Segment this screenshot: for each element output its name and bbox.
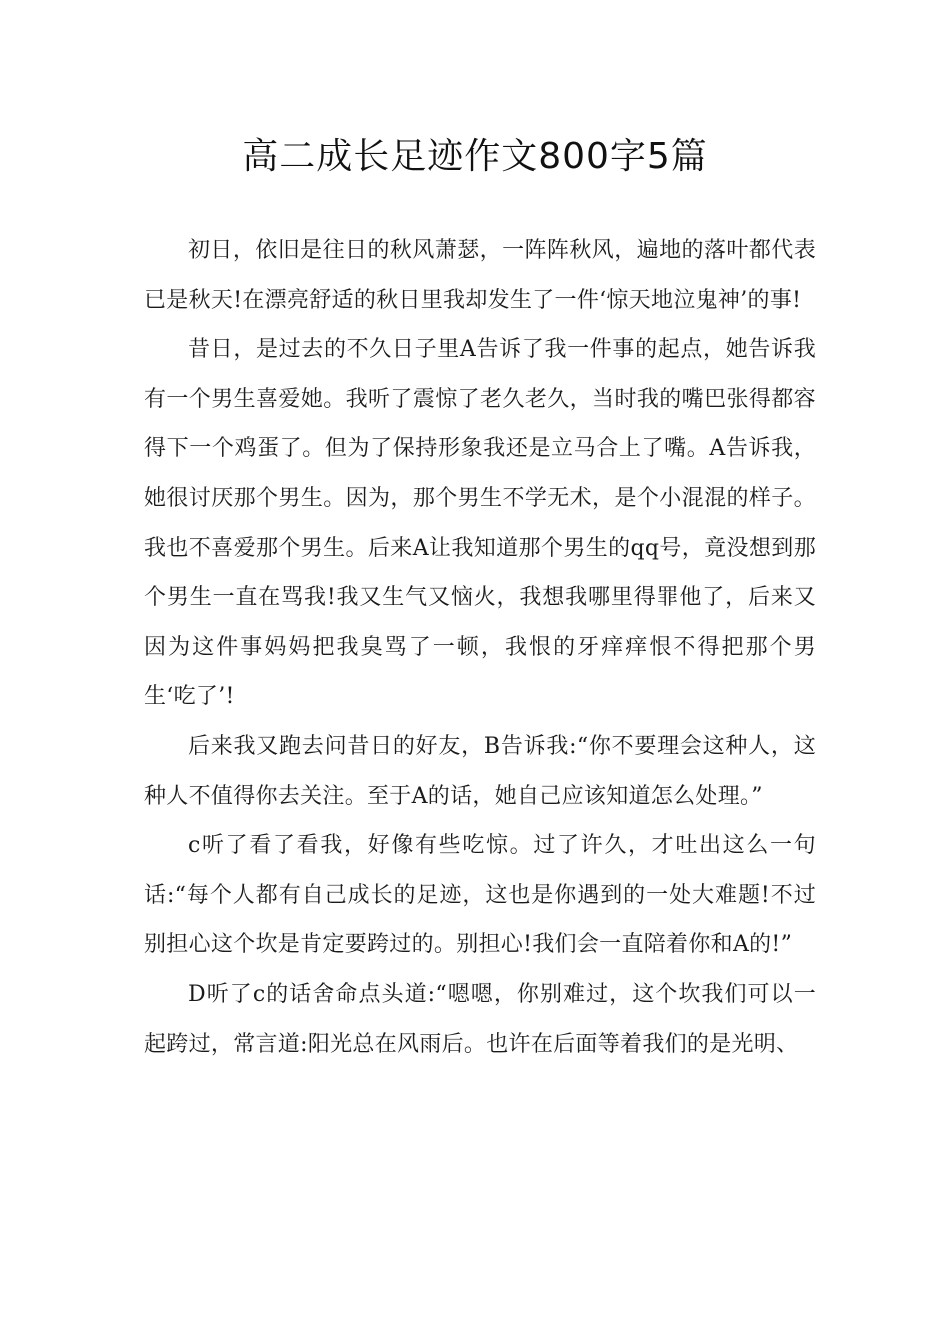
document-body [144,226,816,1069]
paragraph: D听了c的话舍命点头道:“嗯嗯，你别难过，这个坎我们可以一起跨过，常言道:阳光总在风雨后。也许在后面等着我们的是光明、 [144,981,816,1057]
paragraph: c听了看了看我，好像有些吃惊。过了许久，才吐出这么一句话:“每个人都有自己成长的足迹，这也是你遇到的一处大难题!不过别担心这个坎是肯定要跨过的。别担心!我们会一直陪着你和A的!” [144,833,816,958]
paragraph: 后来我又跑去问昔日的好友，B告诉我:“你不要理会这种人，这种人不值得你去关注。至于A的话，她自己应该知道怎么处理。” [144,733,816,809]
document-title: 高二成长足迹作文800字5篇 [242,136,708,177]
paragraph: 昔日，是过去的不久日子里A告诉了我一件事的起点，她告诉我有一个男生喜爱她。我听了震惊了老久老久，当时我的嘴巴张得都容得下一个鸡蛋了。但为了保持形象我还是立马合上了嘴。A告诉我，她很讨厌那个男生。因为，那个男生不学无术，是个小混混的样子。我也不喜爱那个男生。后来A让我知道那个男生的qq号，竟没想到那个男生一直在骂我!我又生气又恼火，我想我哪里得罪他了，后来又因为这件事妈妈把我臭骂了一顿，我恨的牙痒痒恨不得把那个男生‘吃了’! [144,337,816,710]
paragraph: 初日，依旧是往日的秋风萧瑟，一阵阵秋风，遍地的落叶都代表已是秋天!在漂亮舒适的秋日里我却发生了一件‘惊天地泣鬼神’的事! [144,238,816,313]
